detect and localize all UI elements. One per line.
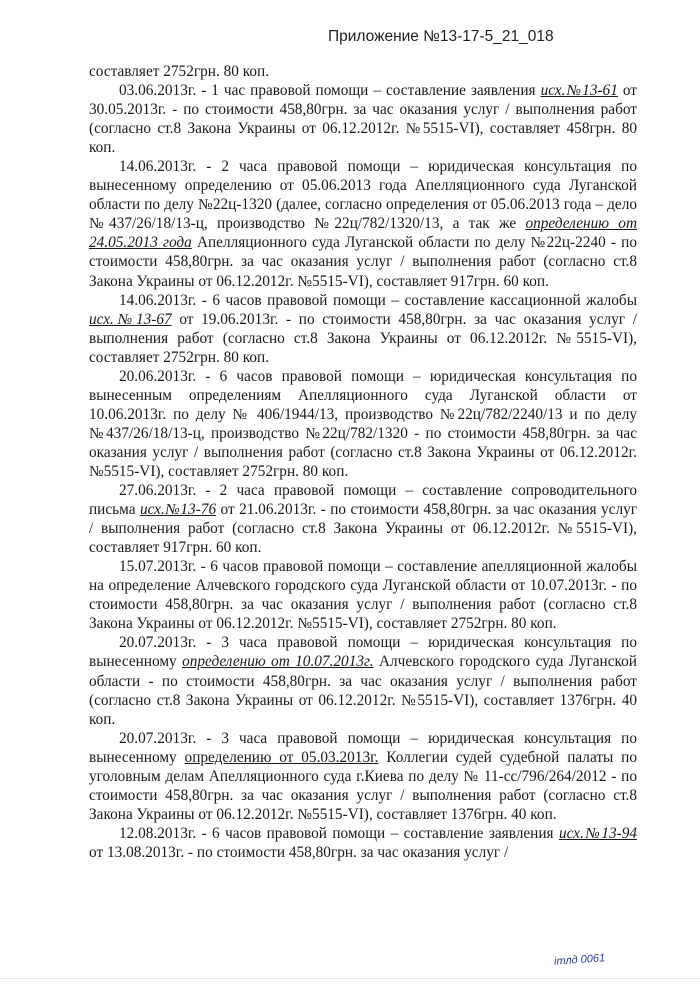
document-reference: исх.№13-61: [540, 82, 618, 100]
paragraph-text: 14.06.2013г. - 2 часа правовой помощи – юридическая консультация по вынесенному определению от 05.06.2013 года Апелляционного суда Луганской области по делу №22ц-1320 (далее, согласно определения от 05.06.2013 года – дело №437/26/18/13-ц, производство №22ц/782/1320/13, а так же: [89, 158, 637, 233]
document-reference: исх.№13-67: [89, 310, 172, 328]
paragraph-text: 20.07.2013г. - 3 часа правовой помощи – юридическая консультация по вынесенному: [89, 634, 637, 671]
paragraph-entry: [89, 291, 637, 367]
paragraph-text: Коллегии судей судебной палаты по уголовным делам Апелляционного суда г.Киева по делу № 11-сс/796/264/2012 - по стоимости 458,80грн. за час оказания услуг / выполнения работ (согласно ст.8 Закона Украины от 06.12.2012г. №5515-VI), составляет 1376грн. 40 коп.: [89, 748, 637, 823]
paragraph-entry: 20.06.2013г. - 6 часов правовой помощи – юридическая консультация по вынесенным определениям Апелляционного суда Луганской области от 10.06.2013г. по делу № 406/1944/13, производство №22ц/782/2240/13 и по делу №437/26/18/13-ц, производство №22ц/782/1320 - по стоимости 458,80грн. за час оказания услуг / выполнения работ (согласно ст.8 Закона Украины от 06.12.2012г. №5515-VI), составляет 2752грн. 80 коп.: [89, 367, 637, 480]
paragraph-text: 20.07.2013г. - 3 часа правовой помощи – юридическая консультация по вынесенному: [89, 729, 637, 766]
paragraph-text: 14.06.2013г. - 6 часов правовой помощи – составление кассационной жалобы: [119, 291, 637, 309]
handwritten-page-number: ітлд 0061: [553, 952, 606, 968]
paragraph-continuation: составляет 2752грн. 80 коп.: [89, 63, 270, 80]
paragraph-entry: [89, 729, 637, 824]
paragraph-text: от 19.06.2013г. - по стоимости 458,80грн. за час оказания услуг / выполнения работ (согласно ст.8 Закона Украины от 06.12.2012г. №5515-VI), составляет 2752грн. 80 коп.: [89, 310, 637, 366]
paragraph-entry: [89, 481, 637, 557]
scan-edge-divider: [0, 978, 700, 979]
paragraph-text: от 21.06.2013г. - по стоимости 458,80грн. за час оказания услуг / выполнения работ (согласно ст.8 Закона Украины от 06.12.2012г. №5515-VI), составляет 917грн. 60 коп.: [89, 501, 638, 557]
paragraph-text: 27.06.2013г. - 2 часа правовой помощи – составление сопроводительного письма: [89, 482, 637, 519]
paragraph-entry: [89, 81, 637, 157]
page-header-title: Приложение №13-17-5_21_018: [328, 28, 554, 45]
document-reference: исх.№13-76: [139, 501, 217, 519]
paragraph-entry: 15.07.2013г. - 6 часов правовой помощи – составление апелляционной жалобы на определение Алчевского городского суда Луганской области от 10.07.2013г. - по стоимости 458,80грн. за час оказания услуг / выполнения работ (согласно ст.8 Закона Украины от 06.12.2012г. №5515-VI), составляет 2752грн. 80 коп.: [89, 558, 637, 633]
paragraph-entry: [89, 824, 637, 862]
paragraph-text: Алчевского городского суда Луганской области - по стоимости 458,80грн. за час оказания услуг / выполнения работ (согласно ст.8 Закона Украины от 06.12.2012г. №5515-VI), составляет 1376грн. 40 коп.: [89, 653, 637, 728]
paragraph-text: Апелляционного суда Луганской области по делу №22ц-2240 - по стоимости 458,80грн. за час оказания услуг / выполнения работ (согласно ст.8 Закона Украины от 06.12.2012г. №5515-VI), составляет 917грн. 60 коп.: [89, 234, 637, 290]
paragraph-text: 12.08.2013г. - 6 часов правовой помощи – составление заявления: [119, 824, 559, 842]
document-reference: определению от 10.07.2013г.: [182, 653, 374, 671]
document-reference: исх.№13-94: [558, 824, 638, 842]
paragraph-entry: [89, 633, 637, 728]
document-reference: определению от 05.03.2013г.: [184, 748, 379, 766]
document-reference: определению от 24.05.2013 года: [89, 215, 637, 252]
paragraph-text: от 30.05.2013г. - по стоимости 458,80грн. за час оказания услуг / выполнения работ (согласно ст.8 Закона Украины от 06.12.2012г. №5515-VI), составляет 458грн. 80 коп.: [89, 82, 637, 157]
paragraph-text: от 13.08.2013г. - по стоимости 458,80грн. за час оказания услуг /: [89, 843, 509, 861]
paragraph-text: 03.06.2013г. - 1 час правовой помощи – составление заявления: [119, 82, 541, 100]
paragraph-entry: [89, 157, 637, 290]
document-body: [89, 62, 637, 862]
